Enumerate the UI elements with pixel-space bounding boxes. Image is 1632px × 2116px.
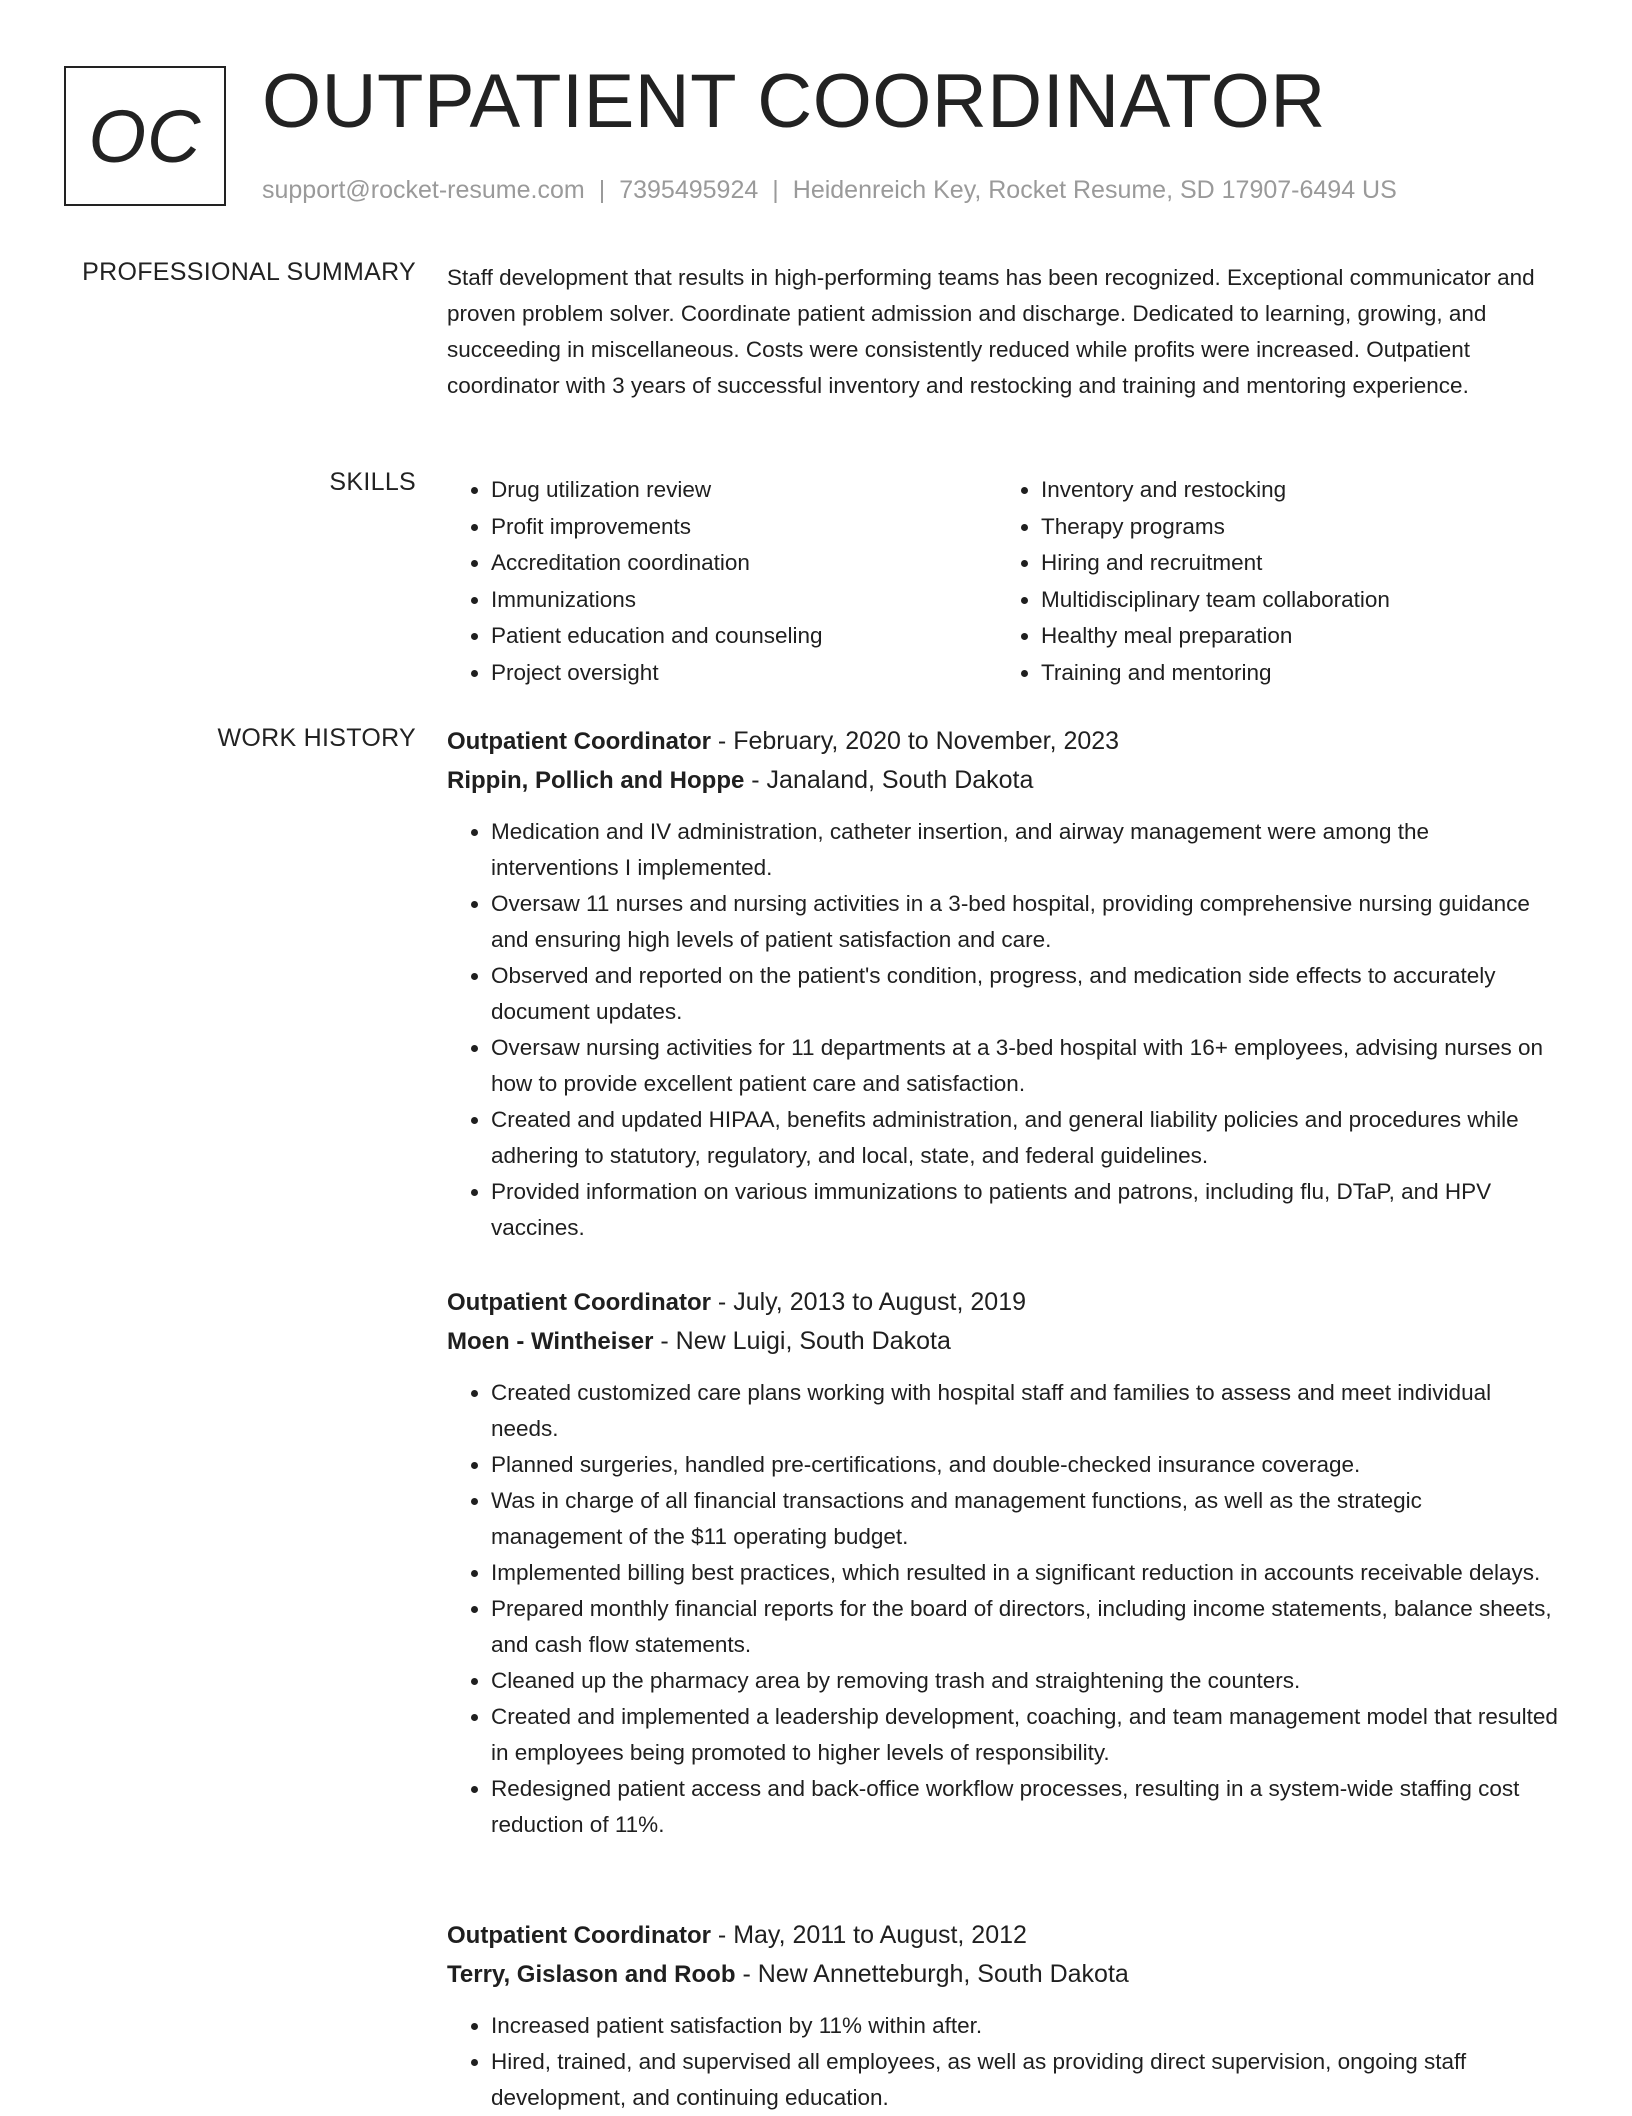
- job-bullet: • Redesigned patient access and back-office workflow processes, resulting in a system-wide staffing cost reduction of 11%.: [491, 1771, 1567, 1843]
- skill-item: • Inventory and restocking: [1041, 472, 1561, 508]
- job-bullet: • Created and updated HIPAA, benefits administration, and general liability policies and procedures while adhering to statutory, regulatory, and local, state, and federal guidelines.: [491, 1102, 1567, 1174]
- job-bullet: • Was in charge of all financial transactions and management functions, as well as the strategic management of the $11 operating budget.: [491, 1483, 1567, 1555]
- job-title-line: [447, 1916, 1567, 1955]
- job-dates: - February, 2020 to November, 2023: [710, 727, 1120, 755]
- section-label-work-history: WORK HISTORY: [217, 724, 416, 752]
- job-title-line: [447, 722, 1567, 761]
- job-title: Outpatient Coordinator: [447, 1922, 711, 1949]
- skill-item: • Therapy programs: [1041, 509, 1561, 545]
- monogram-logo: OC: [64, 66, 226, 206]
- section-label-summary: PROFESSIONAL SUMMARY: [82, 258, 416, 286]
- job-title: Outpatient Coordinator: [447, 728, 711, 755]
- skills-column-2: [997, 472, 1561, 692]
- skill-item: • Drug utilization review: [491, 472, 997, 508]
- section-label-skills: SKILLS: [329, 468, 416, 496]
- job-bullet: • Planned surgeries, handled pre-certifications, and double-checked insurance coverage.: [491, 1447, 1567, 1483]
- job-bullets: [447, 814, 1567, 1246]
- job-location: - New Annetteburgh, South Dakota: [735, 1960, 1129, 1988]
- job-company: Terry, Gislason and Roob: [447, 1961, 736, 1988]
- job-entry: [447, 1916, 1567, 2116]
- job-bullets: [447, 1375, 1567, 1843]
- job-bullet: • Prepared monthly financial reports for the board of directors, including income statements, balance sheets, and cash flow statements.: [491, 1591, 1567, 1663]
- job-bullet: • Medication and IV administration, catheter insertion, and airway management were among the interventions I implemented.: [491, 814, 1567, 886]
- contact-separator: |: [598, 176, 606, 204]
- job-bullet: • Oversaw 11 nurses and nursing activities in a 3-bed hospital, providing comprehensive nursing guidance and ensuring high levels of patient satisfaction and care.: [491, 886, 1567, 958]
- job-company-line: [447, 1955, 1567, 1994]
- job-company-line: [447, 1322, 1567, 1361]
- job-company-line: [447, 761, 1567, 800]
- skill-item: • Patient education and counseling: [491, 618, 997, 654]
- job-dates: - July, 2013 to August, 2019: [710, 1288, 1027, 1316]
- skill-item: • Multidisciplinary team collaboration: [1041, 582, 1561, 618]
- skill-item: • Project oversight: [491, 655, 997, 691]
- skill-item: • Accreditation coordination: [491, 545, 997, 581]
- job-bullet: • Provided information on various immunizations to patients and patrons, including flu, DTaP, and HPV vaccines.: [491, 1174, 1567, 1246]
- skills-column-1: [447, 472, 997, 692]
- skill-item: • Healthy meal preparation: [1041, 618, 1561, 654]
- contact-email[interactable]: support@rocket-resume.com: [262, 176, 585, 204]
- job-company: Rippin, Pollich and Hoppe: [447, 767, 745, 794]
- job-bullet: • Increased patient satisfaction by 11% within after.: [491, 2008, 1567, 2044]
- contact-separator: |: [772, 176, 779, 204]
- job-bullet: • Implemented billing best practices, which resulted in a significant reduction in accounts receivable delays.: [491, 1555, 1567, 1591]
- job-dates: - May, 2011 to August, 2012: [710, 1921, 1027, 1949]
- resume-name-title: OUTPATIENT COORDINATOR: [262, 59, 1326, 144]
- contact-phone[interactable]: 7395495924: [619, 176, 759, 204]
- job-entry: [447, 1283, 1567, 1843]
- job-bullets: [447, 2008, 1567, 2116]
- contact-address: Heidenreich Key, Rocket Resume, SD 17907-6494 US: [792, 176, 1397, 204]
- job-entry: [447, 722, 1567, 1246]
- skill-item: • Immunizations: [491, 582, 997, 618]
- job-bullet: • Created customized care plans working with hospital staff and families to assess and meet individual needs.: [491, 1375, 1567, 1447]
- job-location: - Janaland, South Dakota: [744, 766, 1034, 794]
- skill-item: • Profit improvements: [491, 509, 997, 545]
- contact-line: [262, 176, 1397, 205]
- job-bullet: • Cleaned up the pharmacy area by removing trash and straightening the counters.: [491, 1663, 1567, 1699]
- job-bullet: • Observed and reported on the patient's condition, progress, and medication side effects to accurately document updates.: [491, 958, 1567, 1030]
- job-bullet: • Oversaw nursing activities for 11 departments at a 3-bed hospital with 16+ employees, advising nurses on how to provide excellent patient care and satisfaction.: [491, 1030, 1567, 1102]
- job-location: - New Luigi, South Dakota: [653, 1327, 951, 1355]
- summary-text: Staff development that results in high-performing teams has been recognized. Exceptional communicator and proven problem solver. Coordinate patient admission and discharge. Dedicated to learning, growing, and succeeding in miscellaneous. Costs were consistently reduced while profits were increased. Outpatient coordinator with 3 years of successful inventory and restocking and training and mentoring experience.: [447, 265, 1535, 398]
- skill-item: • Training and mentoring: [1041, 655, 1561, 691]
- job-company: Moen - Wintheiser: [447, 1328, 654, 1355]
- job-bullet: • Hired, trained, and supervised all employees, as well as providing direct supervision, ongoing staff development, and continuing education.: [491, 2044, 1567, 2116]
- job-bullet: • Created and implemented a leadership development, coaching, and team management model that resulted in employees being promoted to higher levels of responsibility.: [491, 1699, 1567, 1771]
- skill-item: • Hiring and recruitment: [1041, 545, 1561, 581]
- job-title-line: [447, 1283, 1567, 1322]
- job-title: Outpatient Coordinator: [447, 1289, 711, 1316]
- skills-list: [447, 472, 1567, 692]
